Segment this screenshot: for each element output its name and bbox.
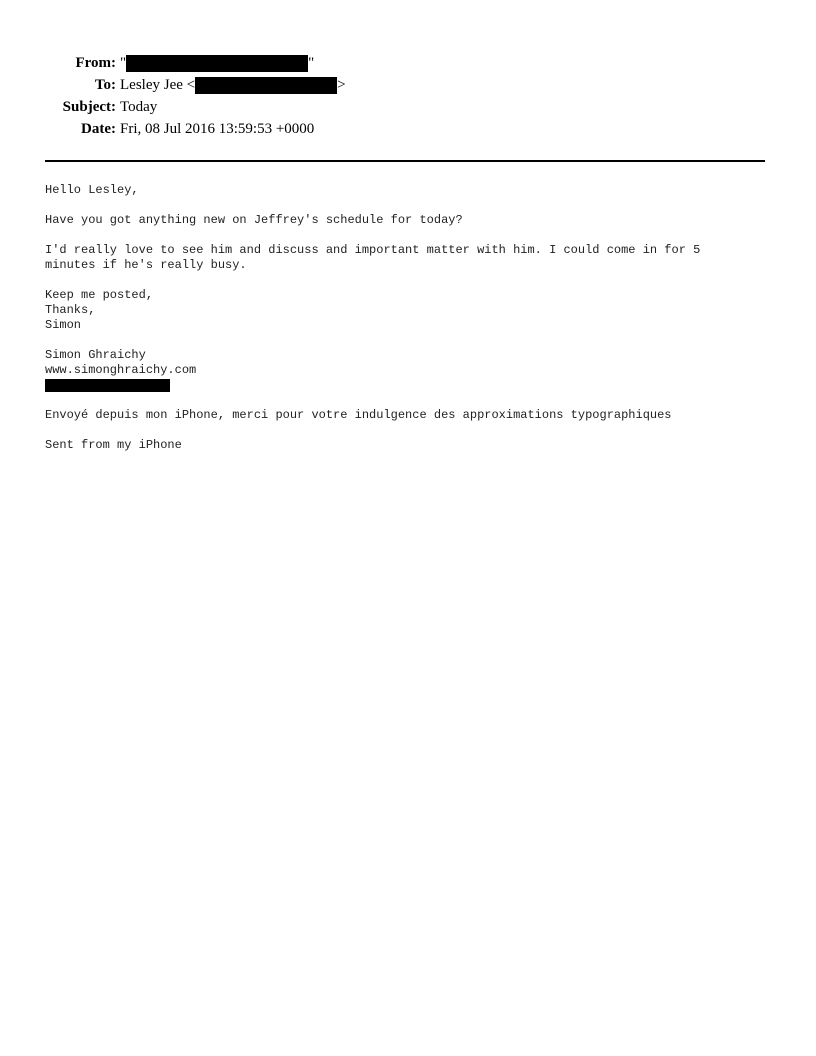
signature-name: Simon Ghraichy	[45, 348, 146, 362]
redaction-box	[45, 379, 170, 392]
to-label: To:	[94, 77, 116, 93]
question-line: Have you got anything new on Jeffrey's schedule for today?	[45, 213, 463, 227]
email-body	[45, 183, 775, 453]
sent-from-french: Envoyé depuis mon iPhone, merci pour votre indulgence des approximations typographiques	[45, 408, 672, 422]
email-header	[0, 52, 816, 140]
from-close-quote: "	[308, 55, 315, 71]
subject-row	[0, 96, 816, 118]
redaction-box	[126, 55, 308, 72]
to-value	[120, 74, 346, 96]
signature-phone-line	[45, 378, 775, 393]
blank-line	[45, 393, 775, 408]
from-label: From:	[75, 55, 116, 71]
blank-line	[45, 228, 775, 243]
sent-from-english: Sent from my iPhone	[45, 438, 182, 452]
blank-line	[45, 423, 775, 438]
closing-line: Simon	[45, 318, 82, 332]
subject-label: Subject:	[62, 99, 116, 115]
to-row	[0, 74, 816, 96]
blank-line	[45, 273, 775, 288]
from-value	[120, 52, 314, 74]
to-name: Lesley Jee <	[120, 77, 196, 93]
subject-value: Today	[120, 99, 158, 115]
paragraph-line: I'd really love to see him and discuss and important matter with him. I could come in for 5	[45, 243, 701, 257]
redaction-box	[195, 77, 337, 94]
blank-line	[45, 198, 775, 213]
greeting: Hello Lesley,	[45, 183, 139, 197]
paragraph-line: minutes if he's really busy.	[45, 258, 247, 272]
date-label: Date:	[81, 121, 116, 137]
date-value: Fri, 08 Jul 2016 13:59:53 +0000	[120, 121, 315, 137]
from-open-quote: "	[120, 55, 127, 71]
signature-url: www.simonghraichy.com	[45, 363, 197, 377]
from-row	[0, 52, 816, 74]
to-close: >	[337, 77, 346, 93]
blank-line	[45, 333, 775, 348]
header-divider	[45, 160, 765, 162]
date-row	[0, 118, 816, 140]
closing-line: Keep me posted,	[45, 288, 154, 302]
closing-line: Thanks,	[45, 303, 96, 317]
